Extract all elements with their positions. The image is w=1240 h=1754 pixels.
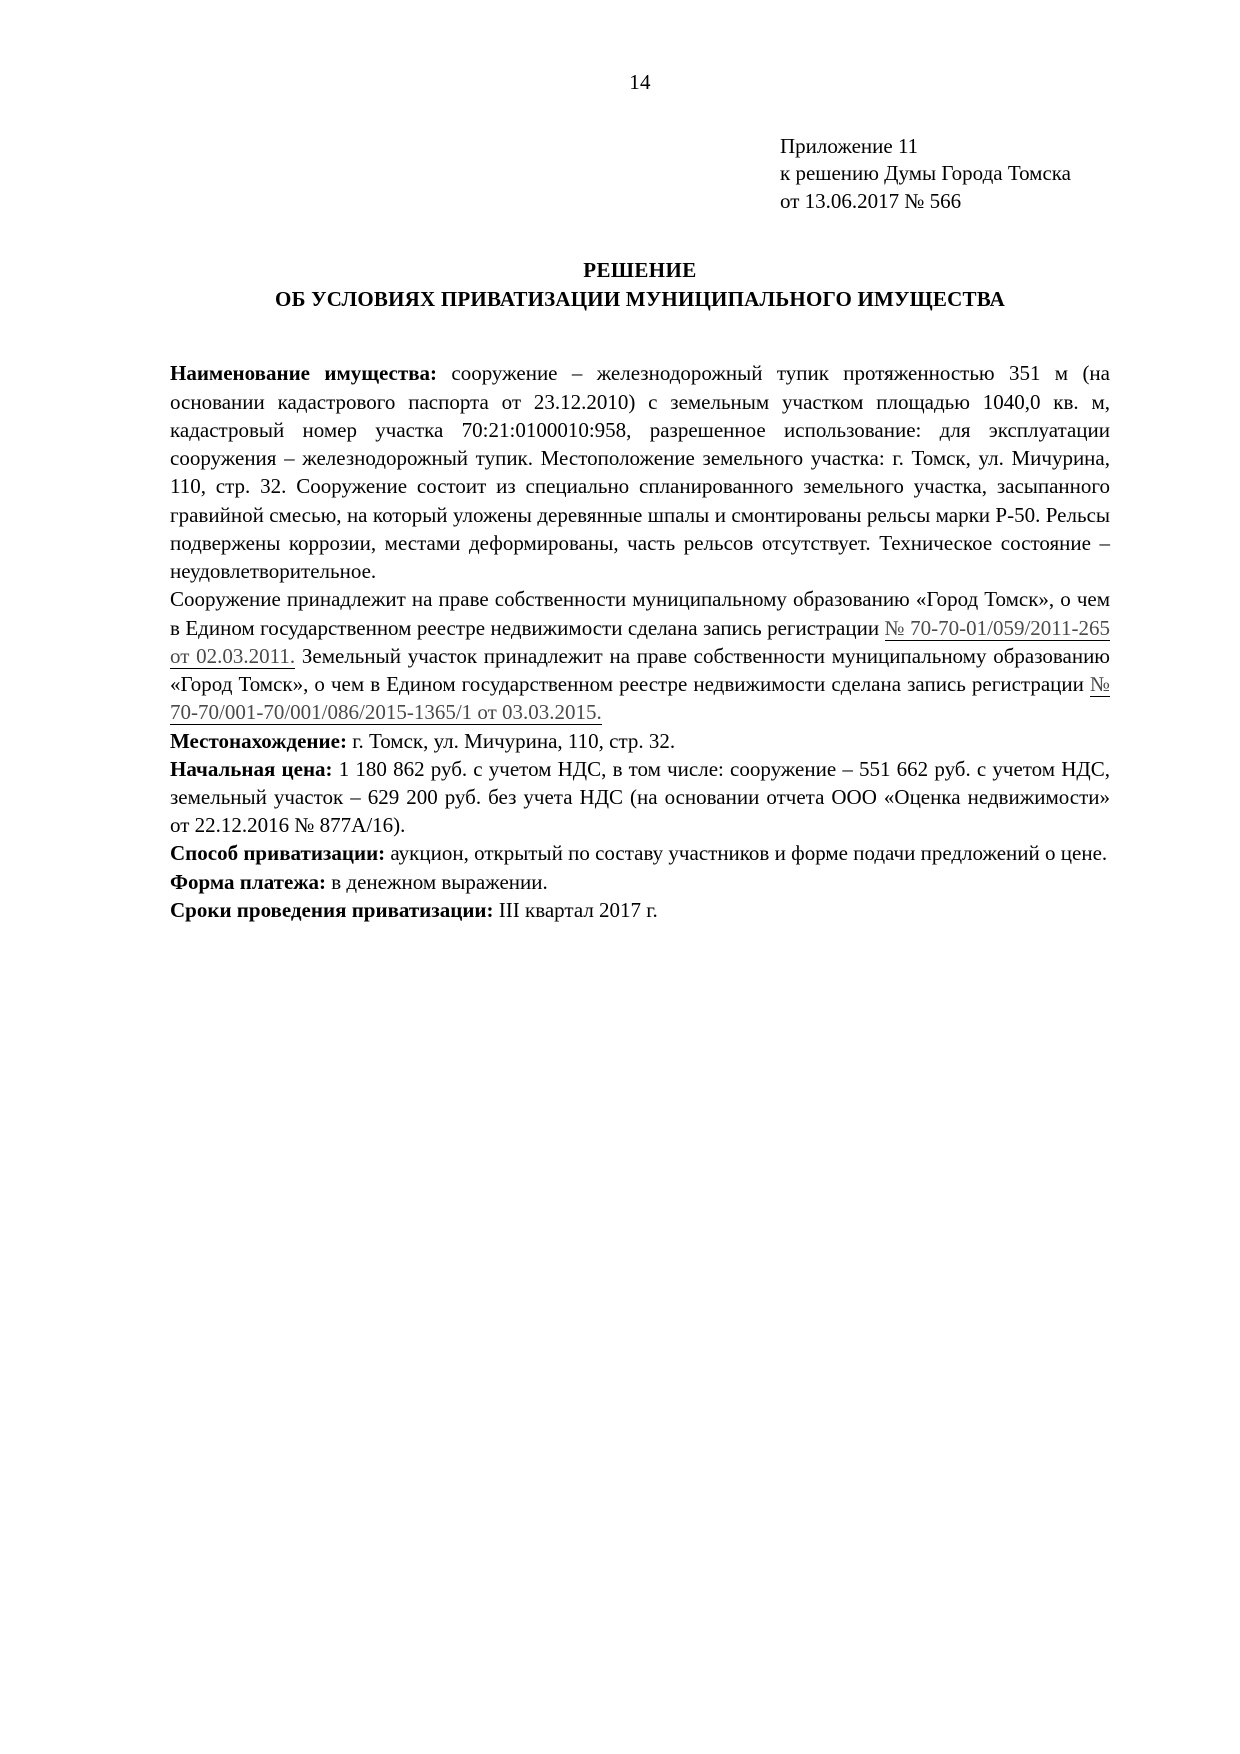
section-terms-text: III квартал 2017 г. — [493, 897, 658, 922]
title-subtitle: ОБ УСЛОВИЯХ ПРИВАТИЗАЦИИ МУНИЦИПАЛЬНОГО ИМУЩЕСТВА — [275, 287, 1005, 312]
section-method-text: аукцион, открытый по составу участников и форме подачи предложений о цене. — [385, 841, 1108, 866]
section-method-label: Способ приватизации: — [170, 841, 386, 866]
appendix-line-2: к решению Думы Города Томска — [780, 161, 1071, 186]
section-payment-text: в денежном выражении. — [326, 869, 548, 894]
section-location-label: Местонахождение: — [170, 728, 347, 753]
section-property-name-label: Наименование имущества: — [170, 361, 438, 386]
page-number: 14 — [629, 70, 651, 94]
section-payment-label: Форма платежа: — [170, 869, 327, 894]
section-ownership-text-middle: Земельный участок принадлежит на праве собственности муниципальному образованию «Город Томск», о чем в Едином государственном реестре недвижимости сделана запись регистрации — [170, 643, 1110, 697]
section-ownership — [170, 585, 1110, 726]
document-body — [170, 359, 1110, 924]
section-price — [170, 755, 1110, 840]
section-ownership-text-before: Сооружение принадлежит на праве собственности муниципальному образованию «Город Томск», о чем в Едином государственном реестре недвижимости сделана запись регистрации — [170, 587, 1110, 640]
section-location-text: г. Томск, ул. Мичурина, 110, стр. 32. — [346, 728, 676, 753]
section-terms — [170, 896, 1110, 924]
section-price-label: Начальная цена: — [170, 756, 333, 781]
section-price-text: 1 180 862 руб. с учетом НДС, в том числе: сооружение – 551 662 руб. с учетом НДС, земельный участок – 629 200 руб. без учета НДС (на основании отчета ООО «Оценка недвижимости» от 22.12.2016 № 877А/16). — [170, 756, 1110, 838]
registration-number-land: № 70-70/001-70/001/086/2015-1365/1 от 03.03.2015. — [170, 672, 1110, 725]
section-property-name — [170, 359, 1110, 585]
registration-number-building: № 70-70-01/059/2011-265 от 02.03.2011. — [170, 615, 1110, 668]
appendix-line-1: Приложение 11 — [780, 134, 919, 158]
section-payment — [170, 868, 1110, 896]
title-main: РЕШЕНИЕ — [583, 257, 697, 282]
section-property-name-text: сооружение – железнодорожный тупик протяженностью 351 м (на основании кадастрового паспорта от 23.12.2010) с земельным участком площадью 1040,0 кв. м, кадастровый номер участка 70:21:0100010:958, разрешенное использование: для эксплуатации сооружения – железнодорожный тупик. Местоположение земельного участка: г. Томск, ул. Мичурина, 110, стр. 32. Сооружение состоит из специально спланированного земельного участка, засыпанного гравийной смесью, на который уложены деревянные шпалы и смонтированы рельсы марки Р-50. Рельсы подвержены коррозии, местами деформированы, часть рельсов отсутствует. Техническое состояние – неудовлетворительное. — [170, 361, 1110, 584]
document-title — [170, 257, 1110, 314]
section-location — [170, 727, 1110, 755]
section-terms-label: Сроки проведения приватизации: — [170, 897, 494, 922]
section-method — [170, 839, 1110, 867]
appendix-line-3: от 13.06.2017 № 566 — [780, 188, 962, 213]
appendix-header — [780, 133, 1110, 215]
